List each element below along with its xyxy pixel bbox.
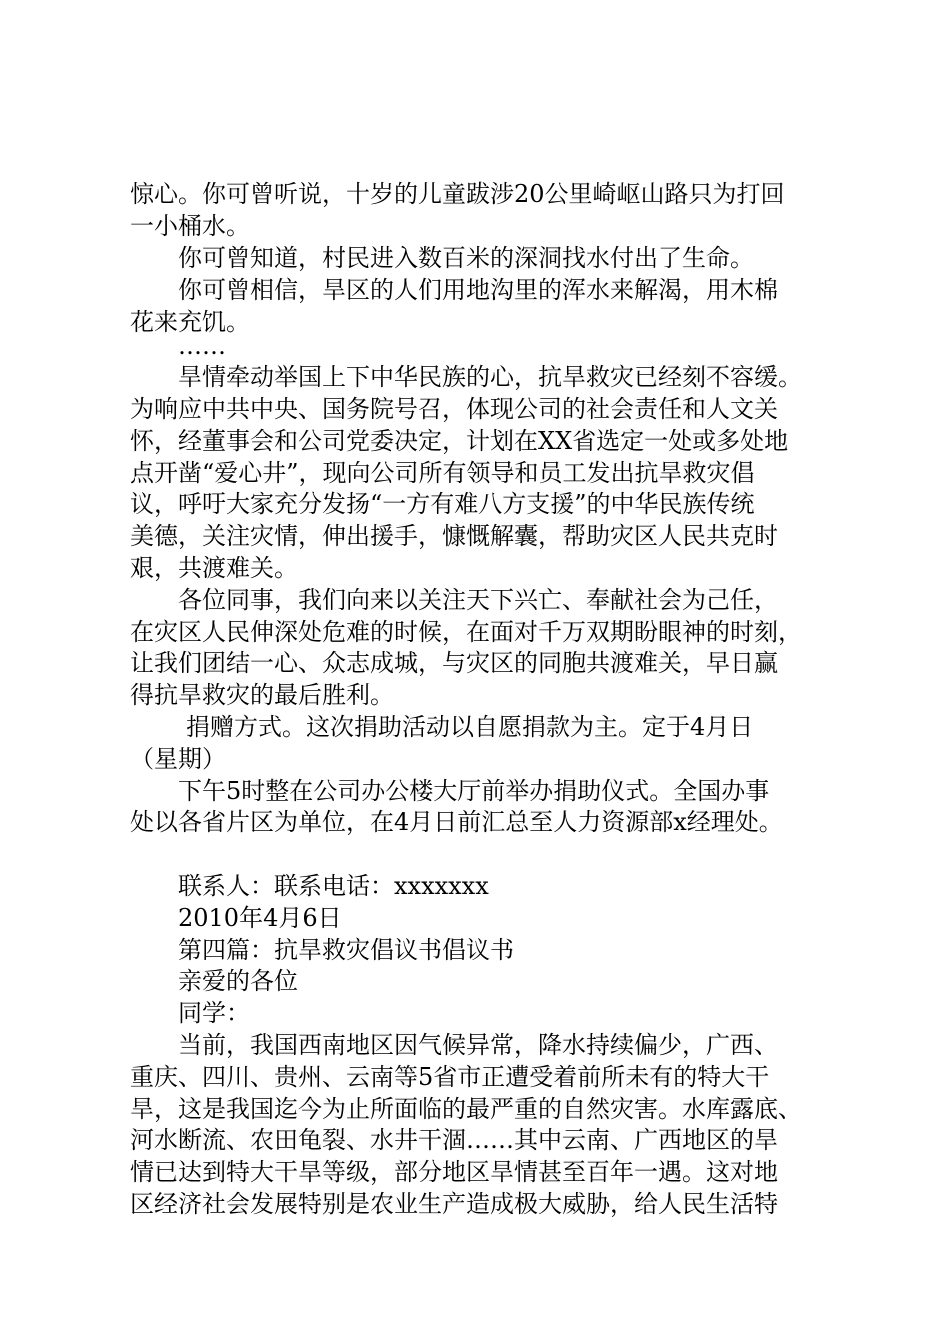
text-line: 美德，关注灾情，伸出援手，慷慨解囊，帮助灾区人民共克时: [130, 522, 778, 550]
text-line: 惊心。你可曾听说，十岁的儿童跋涉20公里崎岖山路只为打回: [130, 180, 785, 208]
text-line: 旱情牵动举国上下中华民族的心，抗旱救灾已经刻不容缓。: [178, 363, 802, 391]
text-line: 区经济社会发展特别是农业生产造成极大威胁，给人民生活特: [130, 1190, 778, 1218]
text-line: 河水断流、农田龟裂、水井干涸……其中云南、广西地区的旱: [130, 1126, 778, 1154]
text-line: 你可曾相信，旱区的人们用地沟里的浑水来解渴，用木棉: [178, 276, 778, 304]
text-line: 你可曾知道，村民进入数百米的深洞找水付出了生命。: [178, 244, 754, 272]
text-line: 各位同事，我们向来以关注天下兴亡、奉献社会为己任，: [178, 586, 778, 614]
text-line: 怀，经董事会和公司党委决定，计划在XX省选定一处或多处地: [130, 427, 789, 455]
text-line: 为响应中共中央、国务院号召，体现公司的社会责任和人文关: [130, 395, 778, 423]
text-line: 捐赠方式。这次捐助活动以自愿捐款为主。定于4月日: [186, 713, 754, 741]
date-line: 2010年4月6日: [178, 904, 342, 932]
text-line: 艰，共渡难关。: [130, 554, 298, 582]
text-line: 处以各省片区为单位，在4月日前汇总至人力资源部x经理处。: [130, 808, 783, 836]
section-heading: 第四篇：抗旱救灾倡议书倡议书: [178, 936, 514, 964]
text-line: 花来充饥。: [130, 308, 250, 336]
text-line: 议，呼吁大家充分发扬“一方有难八方支援”的中华民族传统: [130, 490, 755, 518]
text-line: 点开凿“爱心井”，现向公司所有领导和员工发出抗旱救灾倡: [130, 459, 755, 487]
text-line: 情已达到特大干旱等级，部分地区旱情甚至百年一遇。这对地: [130, 1158, 778, 1186]
text-line: 一小桶水。: [130, 212, 250, 240]
ellipsis-line: ……: [178, 332, 226, 360]
text-line: 当前，我国西南地区因气候异常，降水持续偏少，广西、: [178, 1031, 778, 1059]
salutation-line: 同学：: [178, 999, 250, 1027]
salutation-line: 亲爱的各位: [178, 967, 298, 995]
text-line: （星期）: [130, 745, 226, 773]
text-line: 下午5时整在公司办公楼大厅前举办捐助仪式。全国办事: [178, 777, 770, 805]
text-line: 重庆、四川、贵州、云南等5省市正遭受着前所未有的特大干: [130, 1063, 770, 1091]
text-line: 旱，这是我国迄今为止所面临的最严重的自然灾害。水库露底、: [130, 1095, 802, 1123]
text-line: 让我们团结一心、众志成城，与灾区的同胞共渡难关，早日赢: [130, 649, 778, 677]
text-line: 得抗旱救灾的最后胜利。: [130, 681, 394, 709]
text-line: 在灾区人民伸深处危难的时候，在面对千万双期盼眼神的时刻，: [130, 618, 802, 646]
contact-line: 联系人：联系电话：xxxxxxx: [178, 872, 489, 900]
